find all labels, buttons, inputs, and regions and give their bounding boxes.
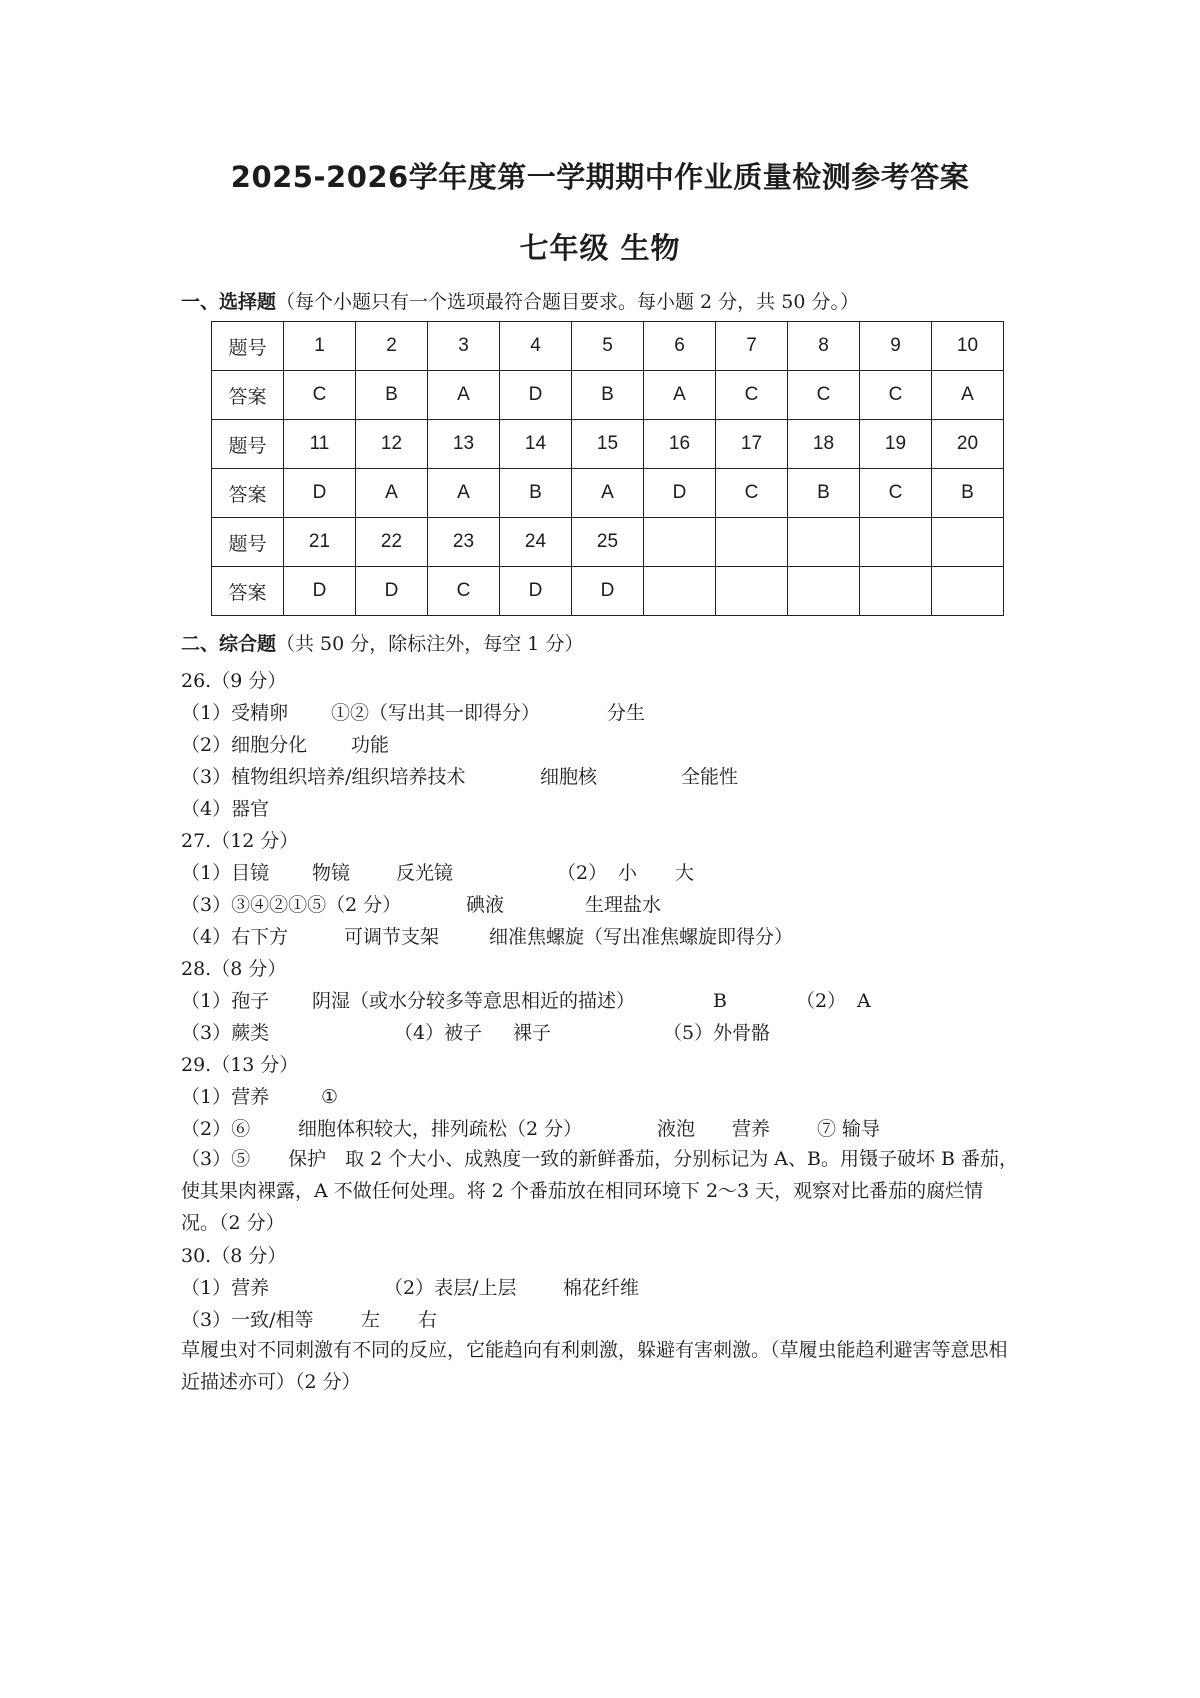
answer-table-number-row	[212, 322, 1004, 371]
answer-cell: C	[716, 469, 788, 518]
number-cell: 17	[716, 420, 788, 469]
number-cell: 25	[572, 518, 644, 567]
answer-table-answer-row	[212, 371, 1004, 420]
number-cell: 2	[356, 322, 428, 371]
answer-table-answer-row	[212, 469, 1004, 518]
q27-heading: 27.（12 分）	[181, 830, 299, 852]
q28-2-a: （3）蕨类	[181, 1022, 270, 1044]
page-subtitle: 七年级 生物	[519, 231, 681, 265]
q26-heading: 26.（9 分）	[181, 670, 287, 692]
answer-cell: A	[572, 469, 644, 518]
q26-2-a: （2）细胞分化	[181, 734, 308, 756]
q27-1-f: 大	[675, 862, 695, 884]
answer-cell: B	[788, 469, 860, 518]
answer-cell: D	[572, 567, 644, 616]
number-row-label: 题号	[212, 420, 284, 469]
q30-1-b: （2）表层/上层	[384, 1277, 517, 1299]
number-cell: 21	[284, 518, 356, 567]
q27-1-c: 反光镜	[396, 862, 454, 884]
q26-1-b: ①②（写出其一即得分）	[331, 702, 541, 724]
number-cell: 8	[788, 322, 860, 371]
q28-1-a: （1）孢子	[181, 990, 270, 1012]
number-cell	[716, 518, 788, 567]
q28-2-c: 裸子	[513, 1022, 552, 1044]
answer-cell: D	[284, 469, 356, 518]
q26-3-b: 细胞核	[540, 766, 598, 788]
answer-cell: A	[428, 469, 500, 518]
section-comprehensive-note: （共 50 分，除标注外，每空 1 分）	[276, 633, 584, 655]
q27-3-b: 可调节支架	[344, 926, 440, 948]
q26-1-a: （1）受精卵	[181, 702, 289, 724]
number-row-label: 题号	[212, 518, 284, 567]
page-title: 2025-2026学年度第一学期期中作业质量检测参考答案	[230, 160, 970, 194]
answer-cell	[716, 567, 788, 616]
q29-2-b: 细胞体积较大，排列疏松（2 分）	[298, 1118, 583, 1140]
answer-cell	[932, 567, 1004, 616]
q27-3-a: （4）右下方	[181, 926, 289, 948]
answer-cell: A	[644, 371, 716, 420]
section-comprehensive-heading	[181, 629, 583, 656]
number-cell: 1	[284, 322, 356, 371]
number-cell: 18	[788, 420, 860, 469]
answer-cell	[860, 567, 932, 616]
answer-cell: B	[356, 371, 428, 420]
q29-2-a: （2）⑥	[181, 1118, 251, 1140]
q29-heading: 29.（13 分）	[181, 1054, 299, 1076]
number-cell: 24	[500, 518, 572, 567]
answer-table-answer-row	[212, 567, 1004, 616]
q28-2-b: （4）被子	[394, 1022, 483, 1044]
q30-2-c: 右	[418, 1309, 438, 1331]
answer-cell	[644, 567, 716, 616]
number-cell: 10	[932, 322, 1004, 371]
number-cell: 3	[428, 322, 500, 371]
answer-cell: B	[572, 371, 644, 420]
q26-3-a: （3）植物组织培养/组织培养技术	[181, 766, 466, 788]
q27-3-c: 细准焦螺旋（写出准焦螺旋即得分）	[489, 926, 794, 948]
answer-table	[211, 321, 1004, 616]
number-cell: 12	[356, 420, 428, 469]
q29-1-b: ①	[321, 1086, 339, 1108]
answer-row-label: 答案	[212, 567, 284, 616]
number-row-label: 题号	[212, 322, 284, 371]
number-cell: 13	[428, 420, 500, 469]
answer-cell: D	[356, 567, 428, 616]
number-cell: 16	[644, 420, 716, 469]
q28-1-b: 阴湿（或水分较多等意思相近的描述）	[312, 990, 636, 1012]
number-cell	[644, 518, 716, 567]
number-cell: 5	[572, 322, 644, 371]
number-cell	[932, 518, 1004, 567]
number-cell: 7	[716, 322, 788, 371]
answer-cell: A	[932, 371, 1004, 420]
q29-2-e: ⑦ 输导	[817, 1118, 881, 1140]
section-choice-heading	[181, 287, 859, 314]
answer-cell: C	[788, 371, 860, 420]
number-cell: 23	[428, 518, 500, 567]
q27-1-b: 物镜	[312, 862, 351, 884]
q30-heading: 30.（8 分）	[181, 1245, 287, 1267]
q29-1-a: （1）营养	[181, 1086, 270, 1108]
q30-2-b: 左	[361, 1309, 381, 1331]
number-cell	[788, 518, 860, 567]
q27-2-b: 碘液	[466, 894, 505, 916]
answer-table-number-row	[212, 518, 1004, 567]
q26-3-c: 全能性	[681, 766, 739, 788]
answer-cell: D	[500, 371, 572, 420]
q27-2-a: （3）③④②①⑤（2 分）	[181, 894, 402, 916]
answer-cell: B	[500, 469, 572, 518]
number-cell: 15	[572, 420, 644, 469]
number-cell: 20	[932, 420, 1004, 469]
q29-2-c: 液泡	[657, 1118, 696, 1140]
answer-cell: D	[500, 567, 572, 616]
number-cell: 22	[356, 518, 428, 567]
answer-row-label: 答案	[212, 371, 284, 420]
answer-cell: B	[932, 469, 1004, 518]
answer-cell: C	[428, 567, 500, 616]
q28-1-d: （2）	[796, 990, 847, 1012]
number-cell: 4	[500, 322, 572, 371]
number-cell: 6	[644, 322, 716, 371]
q28-2-d: （5）外骨骼	[663, 1022, 771, 1044]
q30-2-a: （3）一致/相等	[181, 1309, 314, 1331]
answer-cell: A	[428, 371, 500, 420]
answer-cell: A	[356, 469, 428, 518]
answer-row-label: 答案	[212, 469, 284, 518]
q30-1-a: （1）营养	[181, 1277, 270, 1299]
q28-heading: 28.（8 分）	[181, 958, 287, 980]
answer-cell: C	[284, 371, 356, 420]
number-cell: 9	[860, 322, 932, 371]
answer-table-number-row	[212, 420, 1004, 469]
number-cell	[860, 518, 932, 567]
number-cell: 14	[500, 420, 572, 469]
section-choice-note: （每个小题只有一个选项最符合题目要求。每小题 2 分，共 50 分。）	[276, 291, 859, 313]
q26-1-c: 分生	[607, 702, 646, 724]
answer-cell: C	[716, 371, 788, 420]
q27-1-d: （2）	[557, 862, 608, 884]
q29-2-d: 营养	[732, 1118, 771, 1140]
q29-line-3: （3）⑤ 保护 取 2 个大小、成熟度一致的新鲜番茄，分别标记为 A、B。用镊子破坏 B 番茄，使其果肉裸露，A 不做任何处理。将 2 个番茄放在相同环境下 2～3 天，观察对比番茄的腐烂情况。（2 分）	[181, 1148, 1019, 1234]
answer-cell: C	[860, 371, 932, 420]
answer-cell: D	[284, 567, 356, 616]
number-cell: 19	[860, 420, 932, 469]
answer-cell: D	[644, 469, 716, 518]
q26-2-b: 功能	[351, 734, 390, 756]
answer-cell	[788, 567, 860, 616]
q27-1-e: 小	[618, 862, 638, 884]
number-cell: 11	[284, 420, 356, 469]
section-comprehensive-label: 二、综合题	[181, 633, 277, 655]
q30-line-3: 草履虫对不同刺激有不同的反应，它能趋向有利刺激，躲避有害刺激。（草履虫能趋利避害等意思相近描述亦可）（2 分）	[181, 1339, 1008, 1393]
q27-1-a: （1）目镜	[181, 862, 270, 884]
q28-1-c: B	[713, 990, 727, 1012]
q27-2-c: 生理盐水	[585, 894, 662, 916]
q26-4-a: （4）器官	[181, 798, 270, 820]
answer-cell: C	[860, 469, 932, 518]
q30-1-c: 棉花纤维	[563, 1277, 640, 1299]
section-choice-label: 一、选择题	[181, 291, 277, 313]
q28-1-e: A	[857, 990, 871, 1012]
